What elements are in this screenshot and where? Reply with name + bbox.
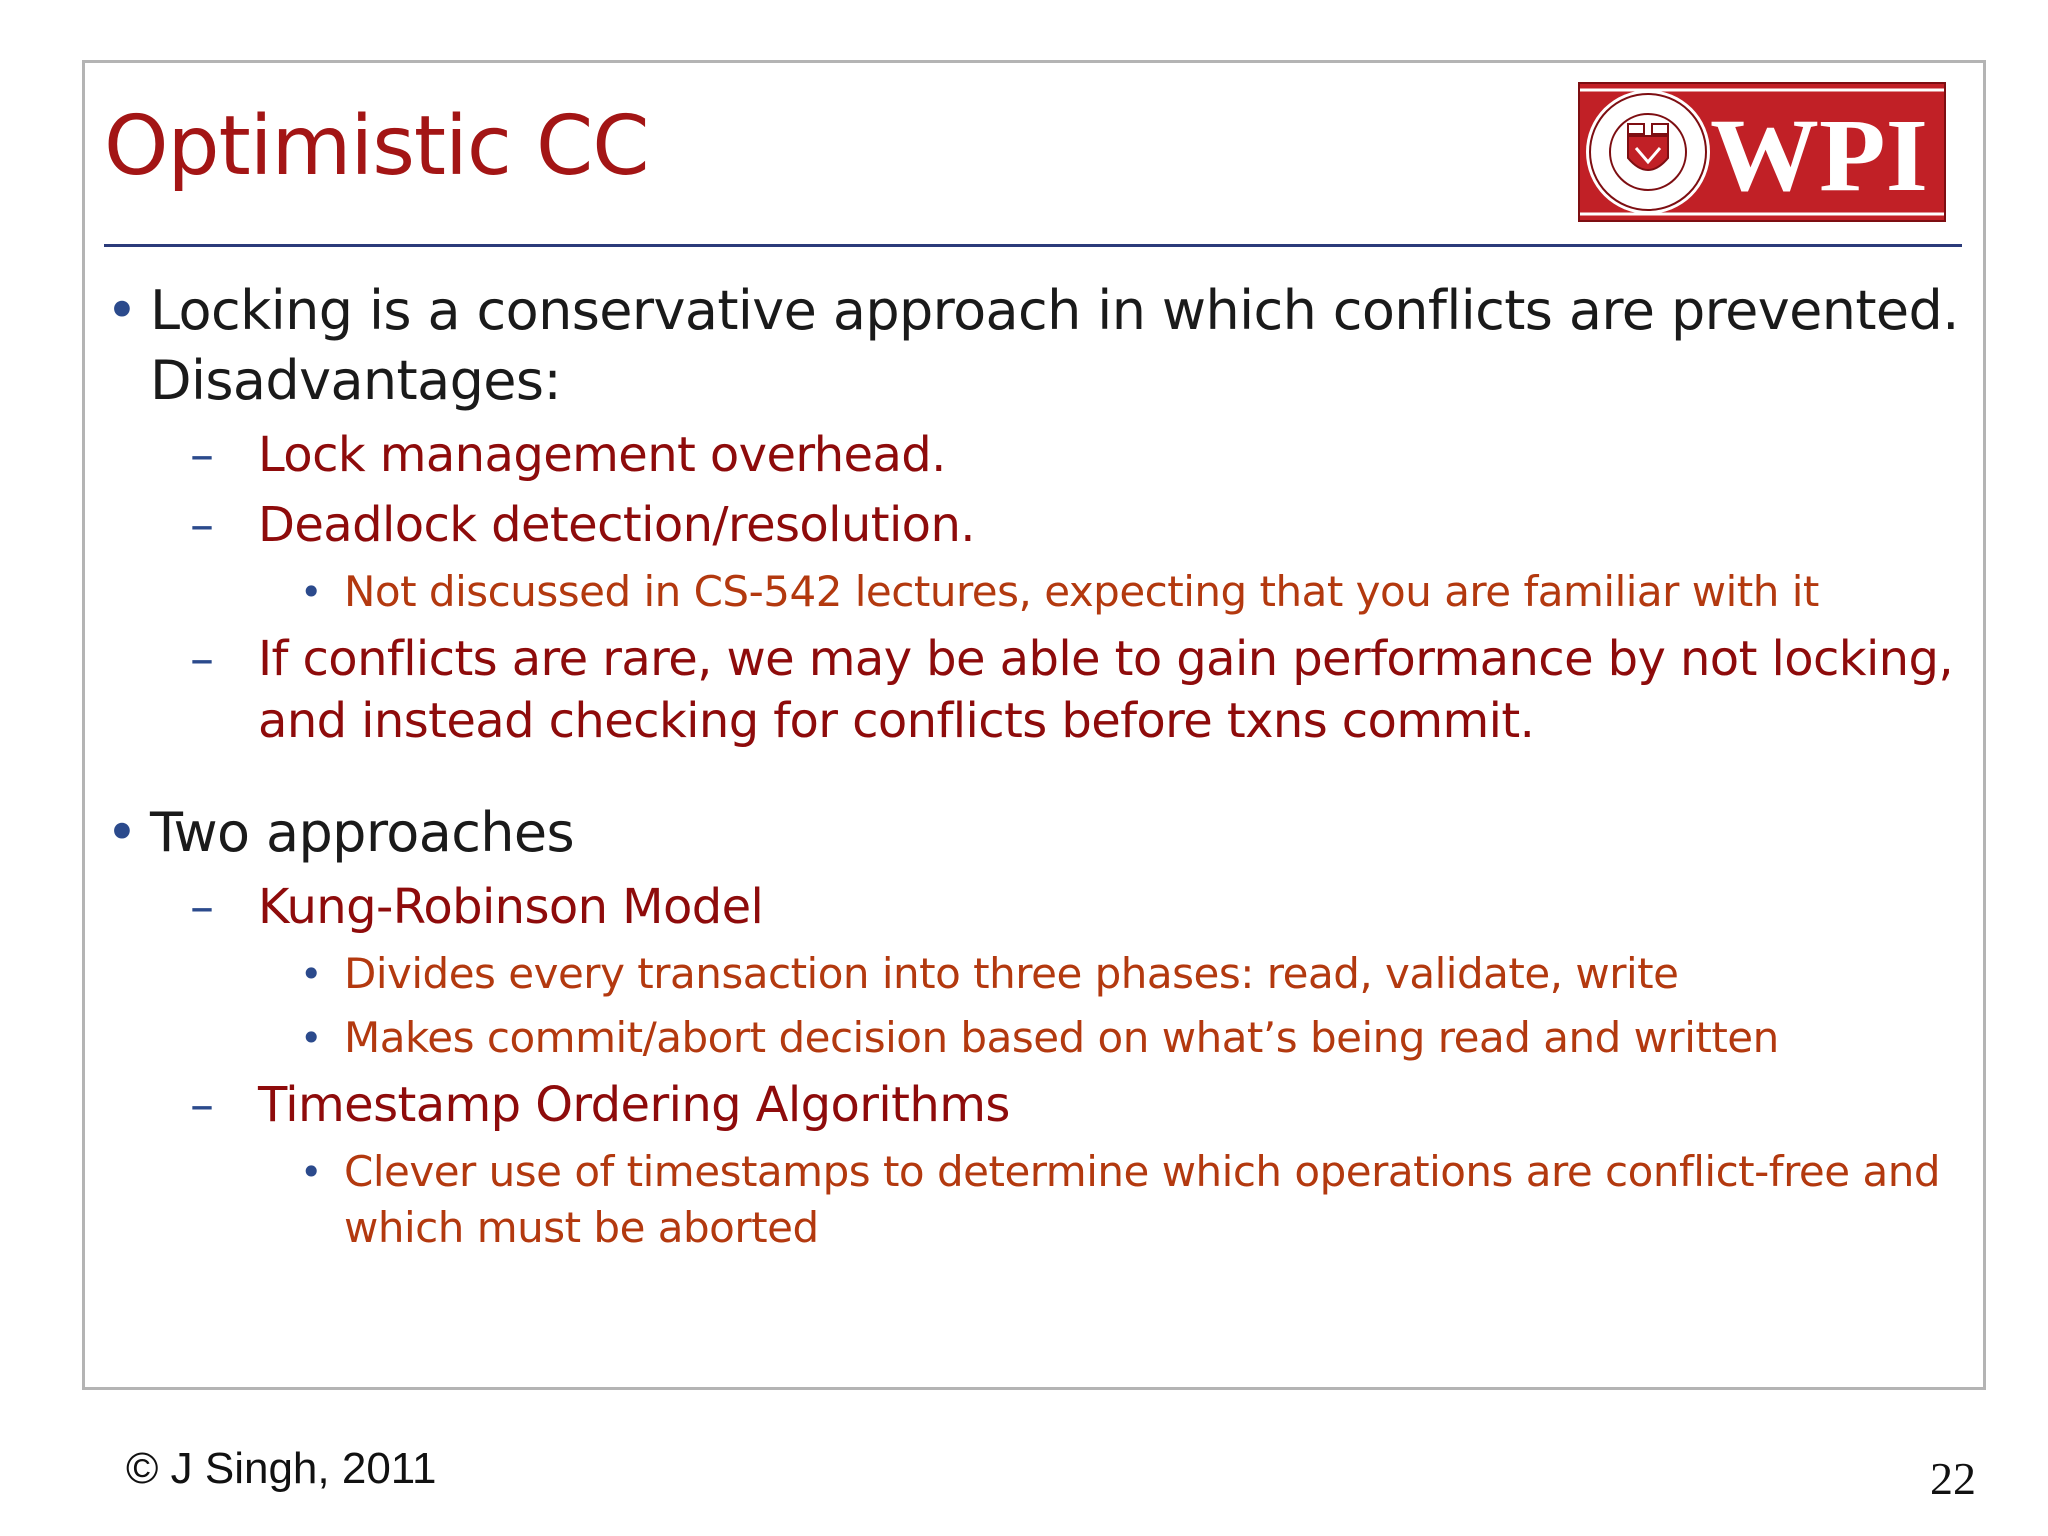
subbullet-kung-robinson (104, 876, 1974, 938)
bullet-marker: • (106, 801, 138, 864)
bullet-marker: • (300, 952, 322, 996)
subsubbullet-clever-timestamps (104, 1144, 1974, 1256)
bullet-two-approaches (104, 798, 1974, 868)
bullet-text: Locking is a conservative approach in which conflicts are prevented. Disadvantages: (150, 279, 1959, 412)
page-number: 22 (1930, 1453, 1976, 1504)
subbullet-timestamp-ordering (104, 1074, 1974, 1136)
dash-marker: – (190, 427, 214, 483)
subbullet-lock-overhead (104, 424, 1974, 486)
bullet-locking (104, 276, 1974, 416)
subbullet-text: Deadlock detection/resolution. (258, 497, 975, 553)
subbullet-text: If conflicts are rare, we may be able to gain performance by not locking, and instead checking for conflicts before txns commit. (258, 631, 1954, 749)
subsubbullet-three-phases (104, 946, 1974, 1002)
bullet-marker: • (106, 279, 138, 342)
subbullet-text: Lock management overhead. (258, 427, 946, 483)
subsubbullet-text: Makes commit/abort decision based on what’s being read and written (344, 1013, 1779, 1062)
subsubbullet-text: Not discussed in CS-542 lectures, expecting that you are familiar with it (344, 567, 1819, 616)
wpi-logo-graphic (1580, 84, 1944, 220)
subsubbullet-not-discussed (104, 564, 1974, 620)
subsubbullet-commit-abort (104, 1010, 1974, 1066)
dash-marker: – (190, 1077, 214, 1133)
title-divider (104, 244, 1962, 247)
bullet-marker: • (300, 1150, 322, 1194)
dash-marker: – (190, 879, 214, 935)
footer-copyright: © J Singh, 2011 (126, 1444, 437, 1493)
slide-body (104, 276, 1974, 1256)
slide-title: Optimistic CC (104, 99, 649, 194)
subsubbullet-text: Clever use of timestamps to determine which operations are conflict-free and which must be aborted (344, 1147, 1940, 1252)
dash-marker: – (190, 631, 214, 687)
subbullet-deadlock (104, 494, 1974, 556)
subbullet-conflicts-rare (104, 628, 1974, 752)
bullet-text: Two approaches (150, 801, 575, 864)
bullet-marker: • (300, 570, 322, 614)
wpi-logo (1578, 82, 1946, 222)
subbullet-text: Timestamp Ordering Algorithms (258, 1077, 1010, 1133)
bullet-marker: • (300, 1016, 322, 1060)
wpi-logo-text: WPI (1710, 98, 1928, 213)
subsubbullet-text: Divides every transaction into three phases: read, validate, write (344, 949, 1679, 998)
subbullet-text: Kung-Robinson Model (258, 879, 764, 935)
dash-marker: – (190, 497, 214, 553)
